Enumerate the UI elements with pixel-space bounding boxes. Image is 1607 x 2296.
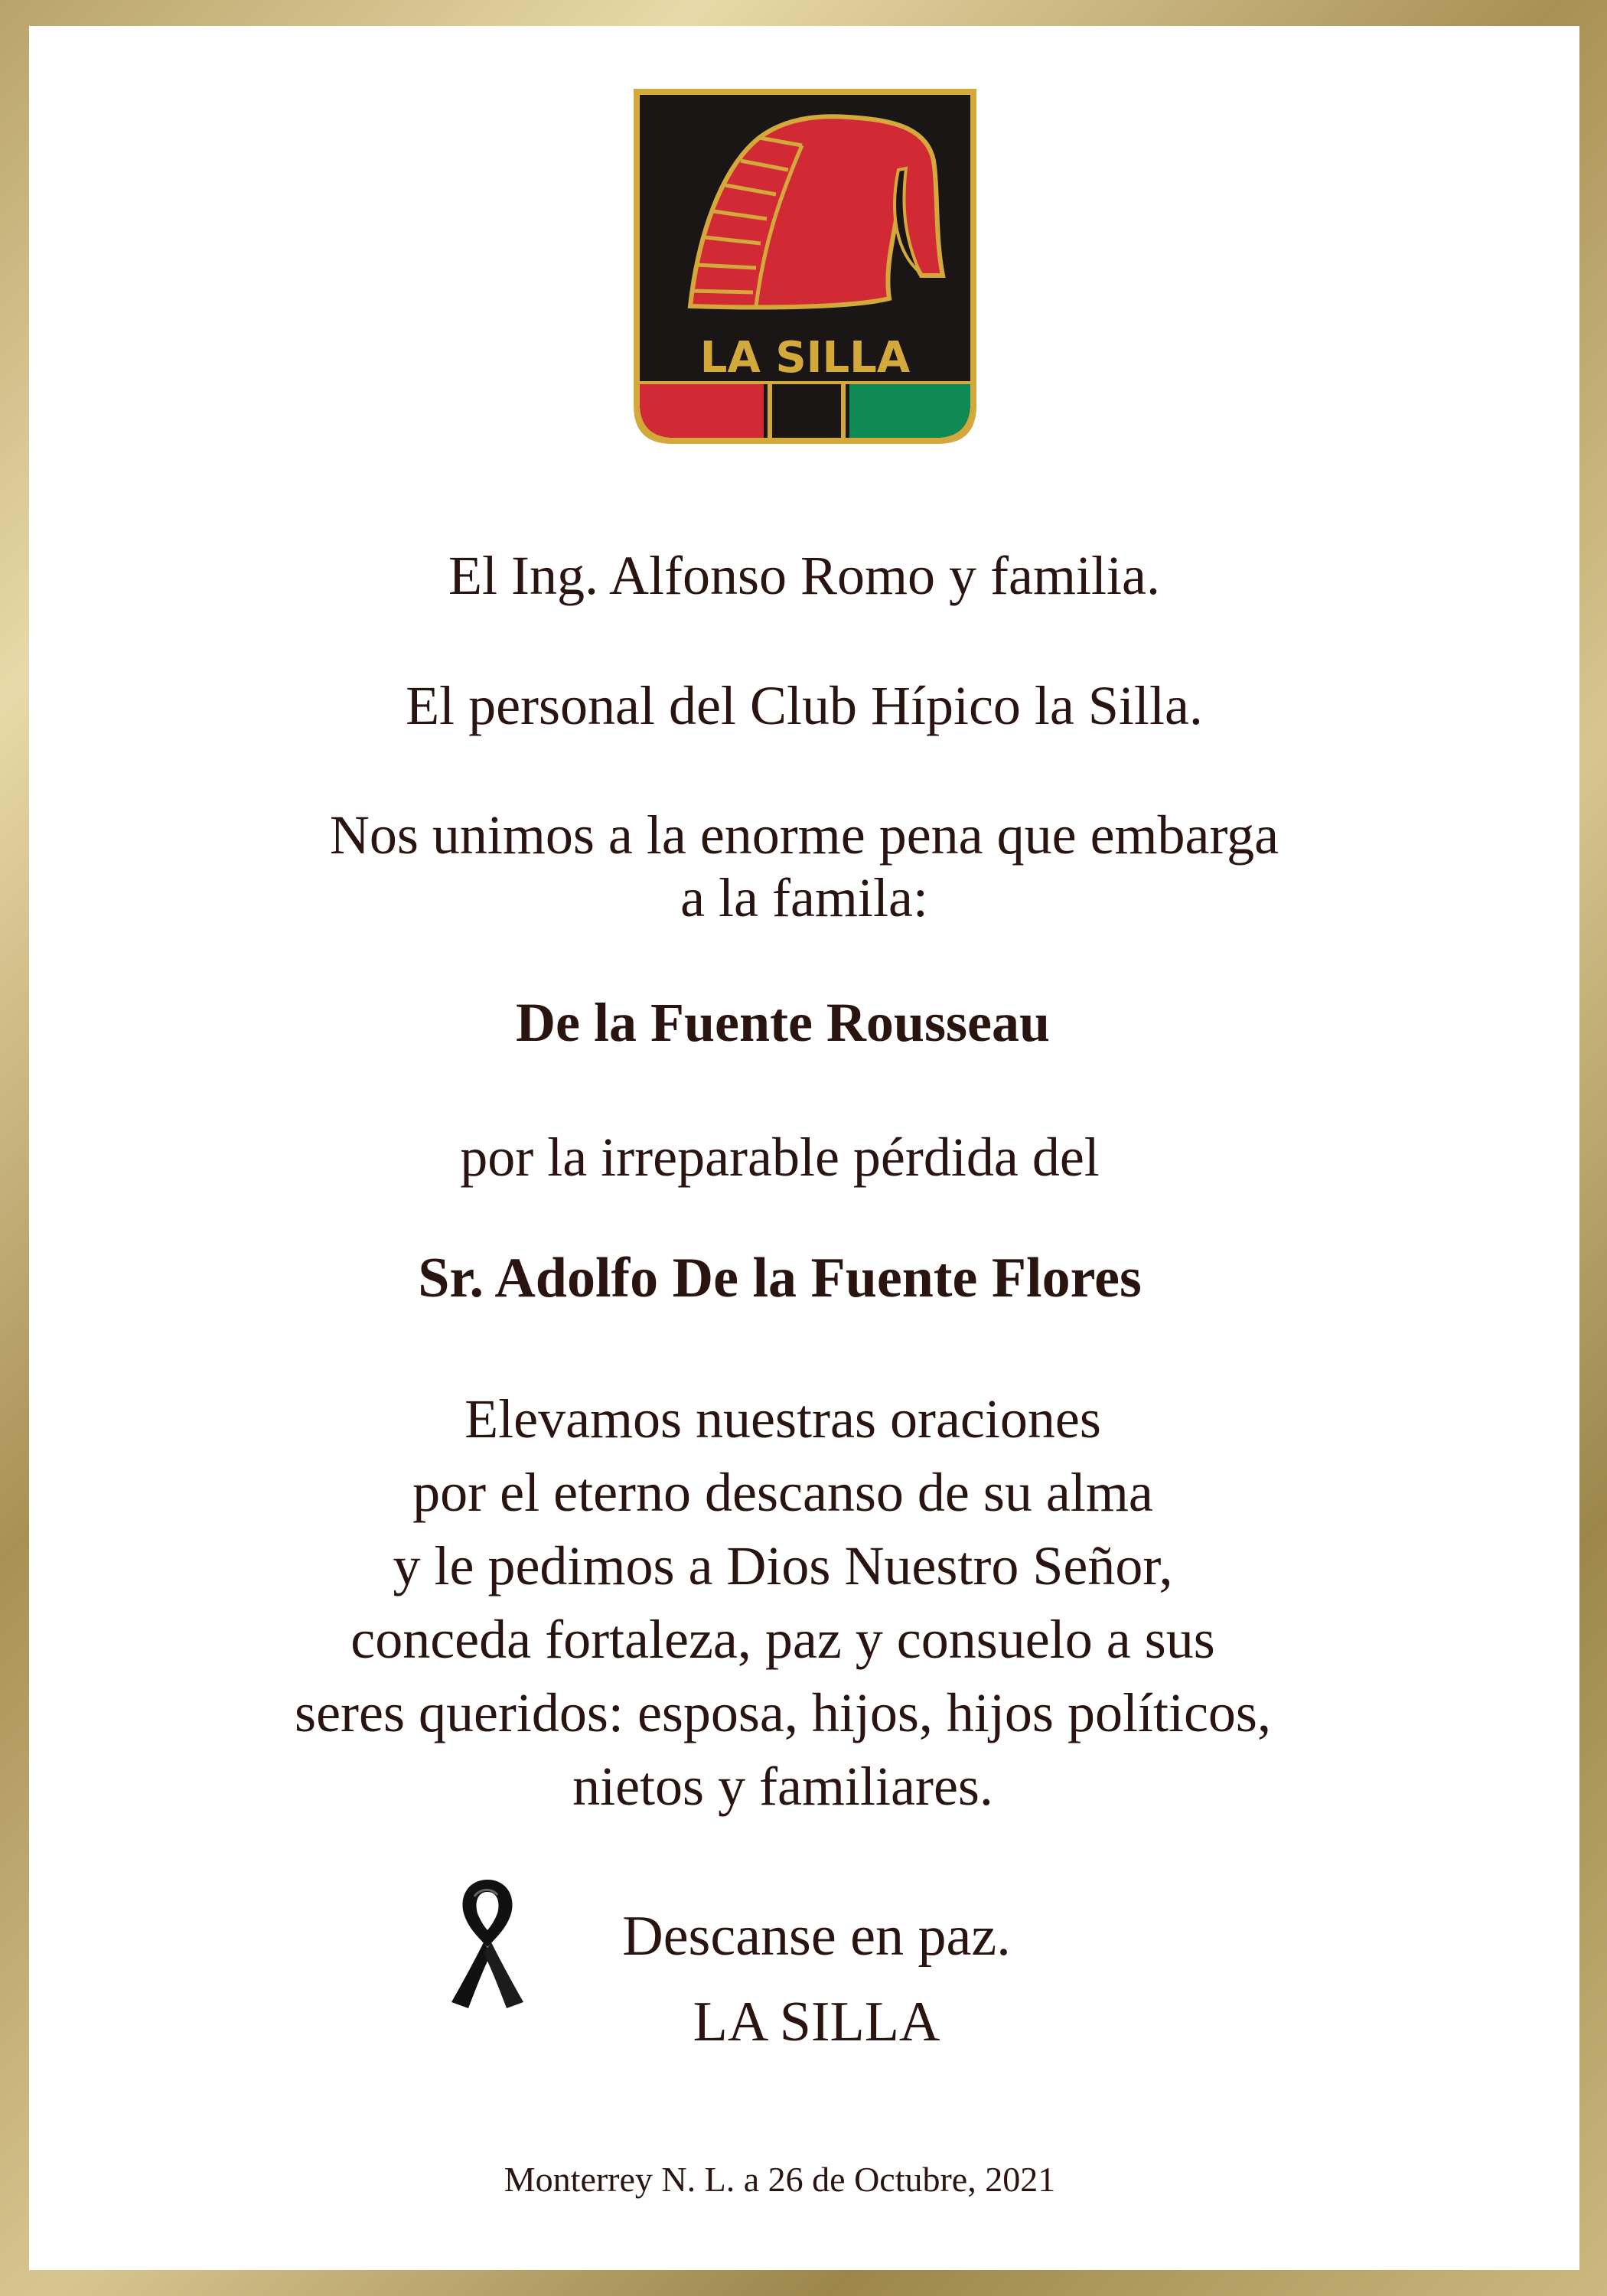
prayer-paragraph: Elevamos nuestras oraciones por el eterno descanso de su alma y le pedimos a Dios Nuestro Señor, conceda fortaleza, paz y consuelo a sus seres queridos: esposa, hijos, hijos políticos, nietos y familiares. xyxy=(295,1388,1271,1817)
intro-line-1: El Ing. Alfonso Romo y familia. xyxy=(448,545,1160,606)
deceased-name: Sr. Adolfo De la Fuente Flores xyxy=(418,1247,1142,1309)
intro-line-2: El personal del Club Hípico la Silla. xyxy=(406,675,1203,736)
family-name: De la Fuente Rousseau xyxy=(516,992,1050,1053)
loss-line: por la irreparable pérdida del xyxy=(460,1127,1100,1188)
intro-line-3: Nos unimos a la enorme pena que embarga a la famila: xyxy=(329,804,1279,928)
logo-wordmark: LA SILLA xyxy=(699,333,911,383)
place-date: Monterrey N. L. a 26 de Octubre, 2021 xyxy=(504,2160,1056,2199)
notice-card xyxy=(29,26,1579,2270)
la-silla-logo xyxy=(629,84,981,448)
rest-in-peace: Descanse en paz. LA SILLA xyxy=(622,1905,1011,2053)
